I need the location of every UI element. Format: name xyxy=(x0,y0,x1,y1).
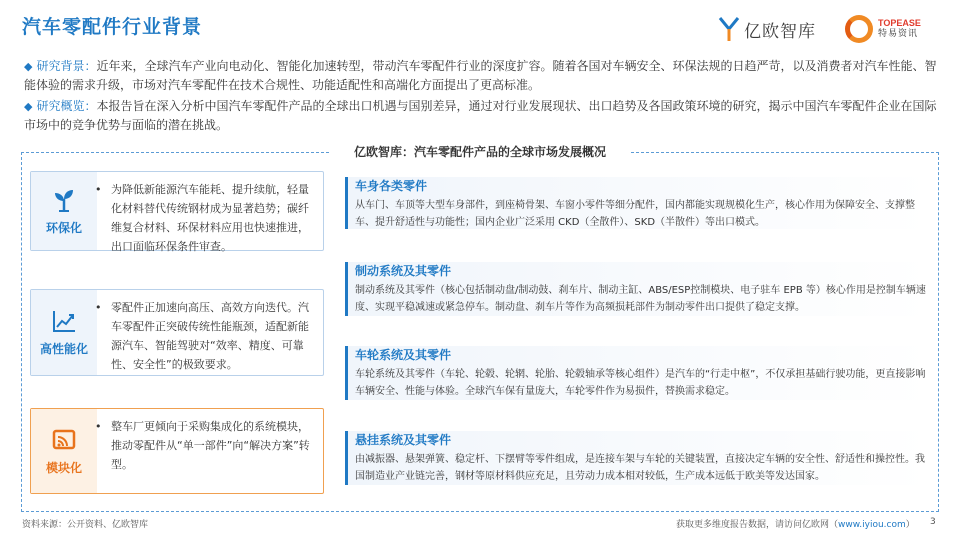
diamond-bullet-icon: ◆ xyxy=(24,100,33,113)
category-title: 车轮系统及其零件 xyxy=(355,348,452,362)
cast-icon xyxy=(51,427,77,453)
category-suspension-system xyxy=(345,431,930,485)
category-text: 车轮系统及其零件（车轮、轮毂、轮辋、轮胎、轮毂轴承等核心组件）是汽车的“行走中枢”，不仅承担基础行驶功能，更直接影响车辆安全、性能与体验。全球汽车保有量庞大，车轮零件作为易损件，替换需求稳定。 xyxy=(355,369,926,397)
topease-logo-en: TOPEASE xyxy=(878,18,921,28)
iyiou-logo-name: 亿欧智库 xyxy=(744,21,816,42)
category-text: 由减振器、悬架弹簧、稳定杆、下摆臂等零件组成，是连接车架与车轮的关键装置，直接决定车辆的安全性、舒适性和操控性。我国制造业产业链完善，钢材等原材料供应充足，且劳动力成本相对较低，生产成本远低于欧美等发达国家。 xyxy=(355,454,925,482)
plant-icon xyxy=(51,187,77,213)
trend-text: • 为降低新能源汽车能耗、提升续航，轻量化材料替代传统钢材成为显著趋势；碳纤维复合材料、环保材料应用也快速推进，出口面临环保条件审查。 xyxy=(95,183,309,253)
diamond-bullet-icon: ◆ xyxy=(24,60,33,73)
trend-label: 模块化 xyxy=(45,460,82,475)
page-title: 汽车零配件行业背景 xyxy=(22,16,203,38)
trend-text: • 零配件正加速向高压、高效方向迭代。汽车零配件正突破传统性能瓶颈，适配新能源汽车、智能驾驶对“效率、精度、可靠性、安全性”的极致要求。 xyxy=(95,301,309,371)
category-title: 制动系统及其零件 xyxy=(355,264,452,278)
category-brake-system xyxy=(345,262,930,316)
category-title: 悬挂系统及其零件 xyxy=(355,433,452,447)
category-wheel-system xyxy=(345,346,930,400)
category-text: 制动系统及其零件（核心包括制动盘/制动鼓、刹车片、制动主缸、ABS/ESP控制模块、电子驻车 EPB 等）核心作用是控制车辆速度、实现平稳减速或紧急停车。制动盘、刹车片等作为高频损耗部件为制动零件出口提供了稳定支撑。 xyxy=(355,285,926,313)
category-body-parts xyxy=(345,177,930,229)
topease-logo xyxy=(845,15,921,43)
category-title: 车身各类零件 xyxy=(355,179,428,193)
trend-label: 高性能化 xyxy=(39,342,88,356)
trend-icon-box xyxy=(31,290,97,375)
intro-label: 研究概览： xyxy=(36,99,97,113)
trend-label: 环保化 xyxy=(45,220,82,235)
intro-research-overview xyxy=(24,97,944,135)
page-number: 3 xyxy=(930,517,936,527)
intro-research-background xyxy=(24,57,944,95)
trend-chart-icon xyxy=(51,308,77,334)
intro-text: 本报告旨在深入分析中国汽车零配件产品的全球出口机遇与国别差异，通过对行业发展现状、出口趋势及各国政策环境的研究，揭示中国汽车零配件企业在国际市场中的竞争优势与面临的潜在挑战。 xyxy=(24,99,937,132)
trend-text: • 整车厂更倾向于采购集成化的系统模块，推动零配件从“单一部件”向“解决方案”转型。 xyxy=(95,420,310,471)
trend-card-modular xyxy=(30,408,324,494)
iyiou-logo xyxy=(718,14,816,44)
topease-logo-icon xyxy=(845,15,873,43)
footer-more-info: 获取更多维度报告数据，请访问亿欧网（www.iyiou.com） xyxy=(676,520,915,530)
topease-logo-cn: 特易资讯 xyxy=(878,29,919,39)
trend-card-performance xyxy=(30,289,324,376)
trend-icon-box xyxy=(31,409,97,493)
source-note: 资料来源：公开资料、亿欧智库 xyxy=(22,520,149,530)
category-text: 从车门、车顶等大型车身部件，到座椅骨架、车窗小零件等细分配件，国内都能实现规模化生产，核心作用为保障安全、支撑整车、提升舒适性与功能性；国内企业广泛采用 CKD（全散件）、SKD（半散件）等出口模式。 xyxy=(355,200,915,228)
trend-card-eco xyxy=(30,171,324,251)
intro-label: 研究背景： xyxy=(36,59,97,73)
footer-url-link[interactable]: www.iyiou.com xyxy=(838,520,906,530)
overview-frame-title: 亿欧智库：汽车零配件产品的全球市场发展概况 xyxy=(330,143,630,161)
trend-icon-box xyxy=(31,172,97,250)
iyiou-logo-icon xyxy=(718,15,740,43)
intro-text: 近年来，全球汽车产业向电动化、智能化加速转型，带动汽车零配件行业的深度扩容。随着各国对车辆安全、环保法规的日趋严苛，以及消费者对汽车性能、智能体验的需求升级，市场对汽车零配件在技术合规性、功能适配性和高端化方面提出了更高标准。 xyxy=(24,59,937,92)
